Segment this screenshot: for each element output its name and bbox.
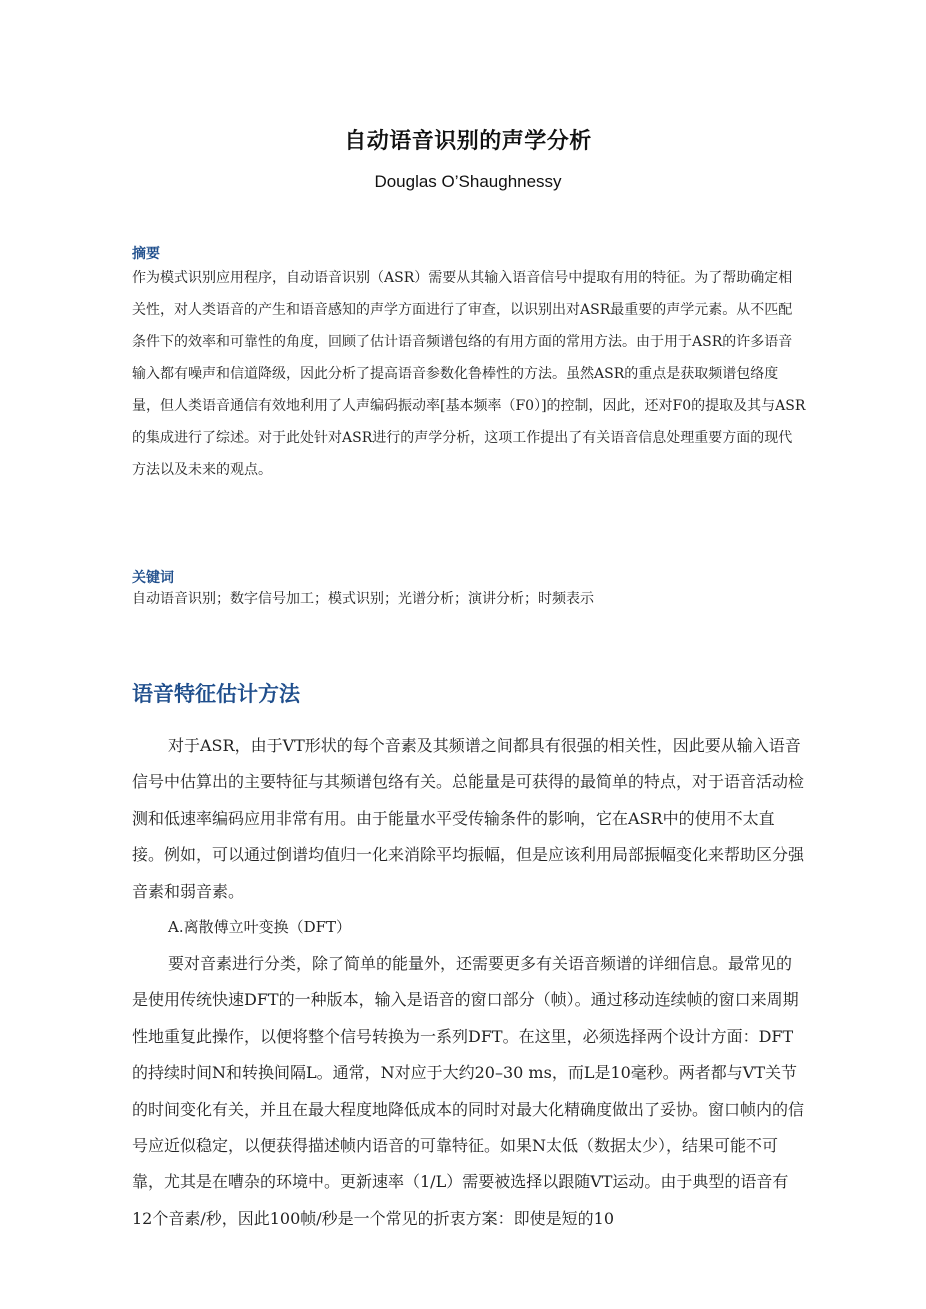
section-paragraph-1: 对于ASR，由于VT形状的每个音素及其频谱之间都具有很强的相关性，因此要从输入语音信号中估算出的主要特征与其频谱包络有关。总能量是可获得的最简单的特点，对于语音活动检测和低速率编码应用非常有用。由于能量水平受传输条件的影响，它在ASR中的使用不太直接。例如，可以通过倒谱均值归一化来消除平均振幅，但是应该利用局部振幅变化来帮助区分强音素和弱音素。 [132, 736, 805, 901]
section-paragraph-2: 要对音素进行分类，除了简单的能量外，还需要更多有关语音频谱的详细信息。最常见的是使用传统快速DFT的一种版本，输入是语音的窗口部分（帧）。通过移动连续帧的窗口来周期性地重复此操作，以便将整个信号转换为一系列DFT。在这里，必须选择两个设计方面：DFT的持续时间N和转换间隔L。通常，N对应于大约20–30 ms，而L是10毫秒。两者都与VT关节的时间变化有关，并且在最大程度地降低成本的同时对最大化精确度做出了妥协。窗口帧内的信号应近似稳定，以便获得描述帧内语音的可靠特征。如果N太低（数据太少），结果可能不可靠，尤其是在嘈杂的环境中。更新速率（1/L）需要被选择以跟随VT运动。由于典型的语音有12个音素/秒，因此100帧/秒是一个常见的折衷方案：即使是短的10 [132, 954, 805, 1228]
subsection-title: A.离散傅立叶变换（DFT） [168, 918, 352, 936]
section-heading: 语音特征估计方法 [132, 682, 300, 706]
paper-author: Douglas O’Shaughnessy [374, 172, 562, 191]
abstract-heading: 摘要 [132, 246, 160, 262]
abstract-text: 作为模式识别应用程序，自动语音识别（ASR）需要从其输入语音信号中提取有用的特征。为了帮助确定相关性，对人类语音的产生和语音感知的声学方面进行了审查，以识别出对ASR最重要的声学元素。从不匹配条件下的效率和可靠性的角度，回顾了估计语音频谱包络的有用方面的常用方法。由于用于ASR的许多语音输入都有噪声和信道降级，因此分析了提高语音参数化鲁棒性的方法。虽然ASR的重点是获取频谱包络度量，但人类语音通信有效地利用了人声编码振动率[基本频率（F0）]的控制，因此，还对F0的提取及其与ASR的集成进行了综述。对于此处针对ASR进行的声学分析，这项工作提出了有关语音信息处理重要方面的现代方法以及未来的观点。 [132, 270, 806, 478]
paper-title: 自动语音识别的声学分析 [344, 128, 592, 154]
keywords-text: 自动语音识别；数字信号加工；模式识别；光谱分析；演讲分析；时频表示 [132, 591, 594, 607]
keywords-heading: 关键词 [132, 570, 174, 586]
